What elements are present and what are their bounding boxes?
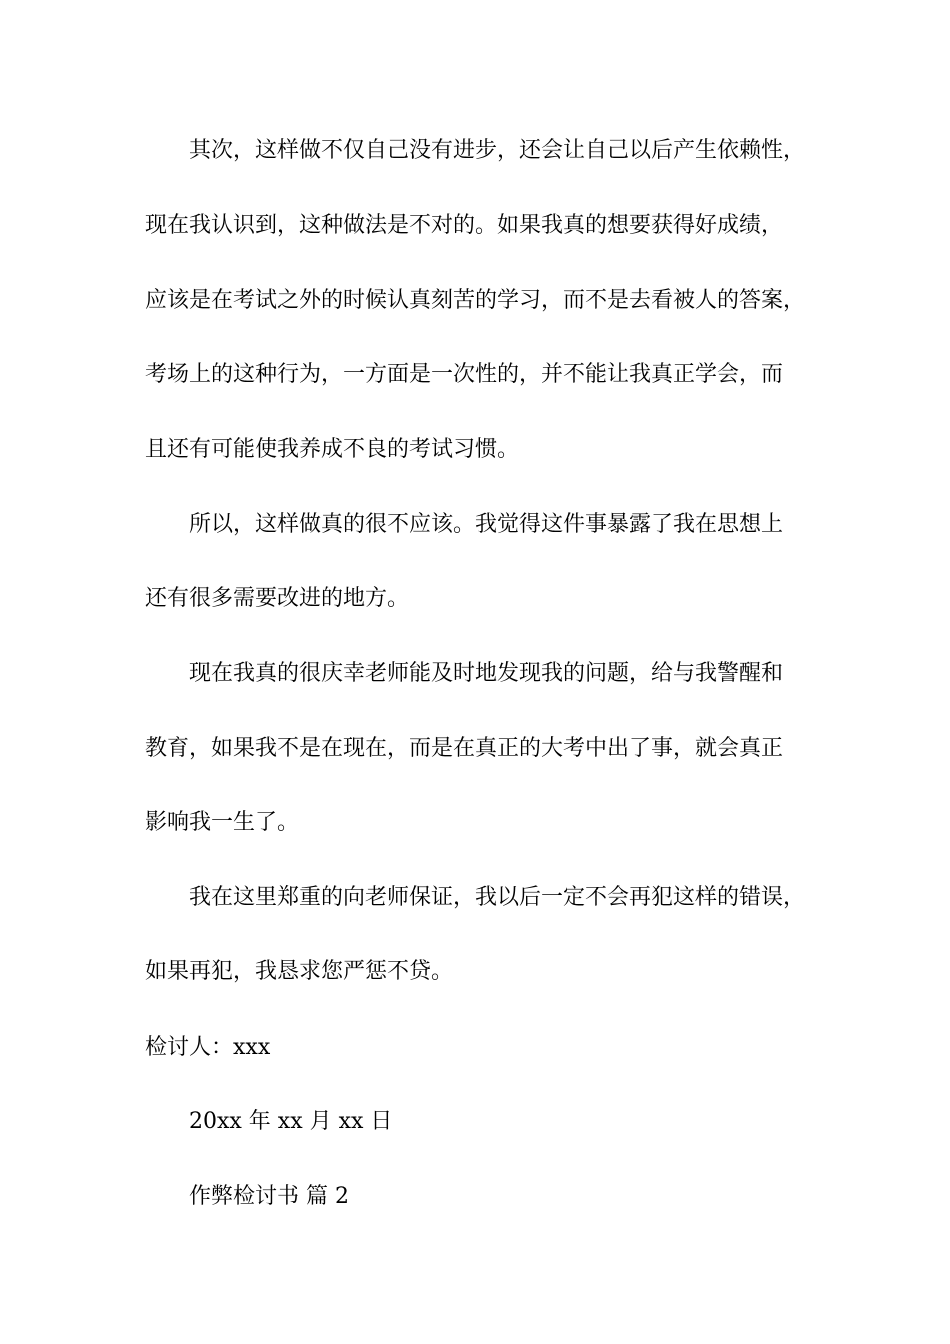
paragraph-4-line-1: 我在这里郑重的向老师保证，我以后一定不会再犯这样的错误， [189,885,806,910]
paragraph-3-line-3: 影响我一生了。 [145,810,300,835]
paragraph-1-line-1: 其次，这样做不仅自己没有进步，还会让自己以后产生依赖性， [189,138,806,163]
paragraph-2-line-1: 所以，这样做真的很不应该。我觉得这件事暴露了我在思想上 [189,512,784,537]
paragraph-1-line-2: 现在我认识到，这种做法是不对的。如果我真的想要获得好成绩， [145,213,784,238]
date-line: 20xx 年 xx 月 xx 日 [189,1109,393,1134]
paragraph-3-line-2: 教育，如果我不是在现在，而是在真正的大考中出了事，就会真正 [145,736,784,761]
paragraph-2-line-2: 还有很多需要改进的地方。 [145,586,410,611]
paragraph-1-line-3: 应该是在考试之外的时候认真刻苦的学习，而不是去看被人的答案， [145,288,806,313]
paragraph-3-line-1: 现在我真的很庆幸老师能及时地发现我的问题，给与我警醒和 [189,661,784,686]
paragraph-1-line-4: 考场上的这种行为，一方面是一次性的，并不能让我真正学会，而 [145,362,784,387]
next-section-heading: 作弊检讨书 篇 2 [189,1184,349,1209]
paragraph-4-line-2: 如果再犯，我恳求您严惩不贷。 [145,959,454,984]
signature-line: 检讨人：xxx [145,1035,271,1060]
paragraph-1-line-5: 且还有可能使我养成不良的考试习惯。 [145,437,520,462]
